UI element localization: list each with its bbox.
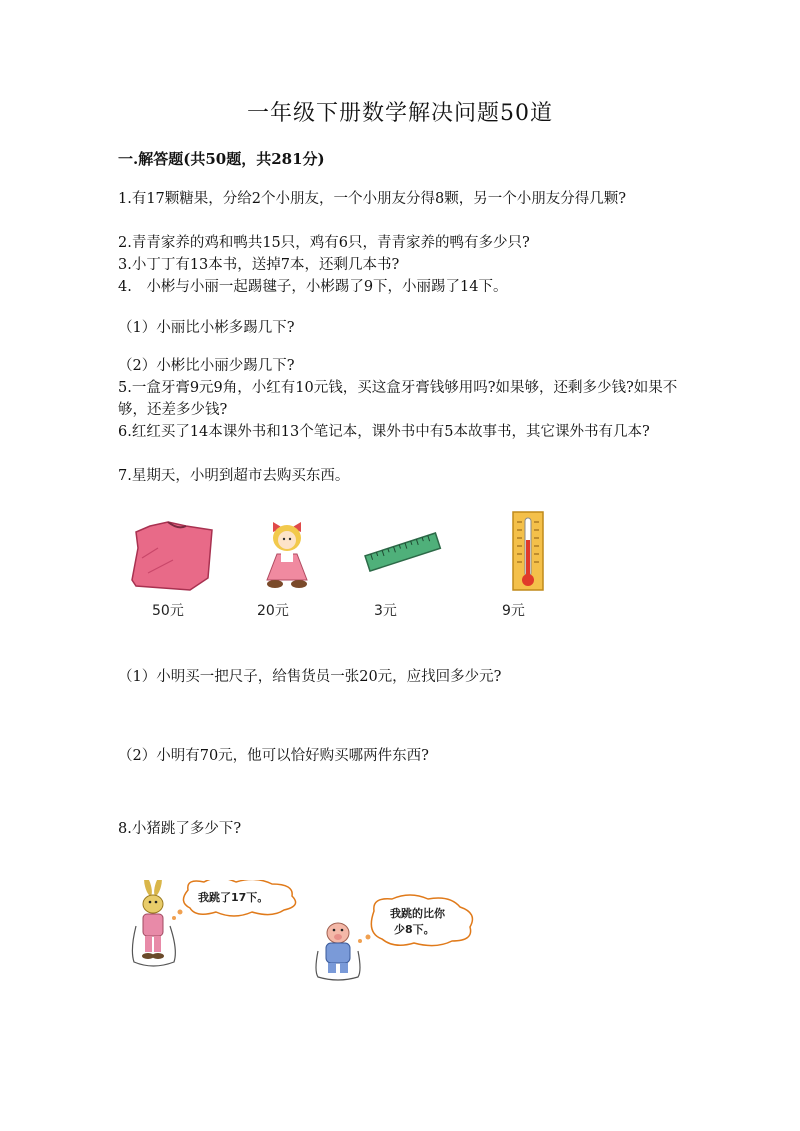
- question-7-part-2: （2）小明有70元，他可以恰好购买哪两件东西?: [118, 748, 429, 764]
- shirt-price: 50元: [152, 603, 184, 619]
- section-heading: 一.解答题(共50题，共281分): [118, 150, 325, 168]
- question-8: 8.小猪跳了多少下?: [118, 821, 242, 837]
- rabbit-speech-text: 我跳了17下。: [198, 891, 269, 904]
- question-2: 2.青青家养的鸡和鸭共15只，鸡有6只，青青家养的鸭有多少只?: [118, 235, 530, 251]
- doll-price: 20元: [257, 603, 289, 619]
- doll-image: [255, 514, 319, 598]
- shirt-image: [128, 518, 218, 597]
- question-7: 7.星期天，小明到超市去购买东西。: [118, 468, 350, 484]
- question-6: 6.红红买了14本课外书和13个笔记本，课外书中有5本故事书，其它课外书有几本?: [118, 424, 650, 440]
- question-1: 1.有17颗糖果，分给2个小朋友，一个小朋友分得8颗，另一个小朋友分得几颗?: [118, 191, 627, 207]
- ruler-image: [362, 528, 444, 582]
- thermometer-price: 9元: [502, 603, 525, 619]
- page-title: 一年级下册数学解决问题50道: [247, 101, 553, 126]
- question-4-part-2: （2）小彬比小丽少踢几下?: [118, 358, 295, 374]
- question-4: 4. 小彬与小丽一起踢毽子，小彬踢了9下，小丽踢了14下。: [118, 279, 508, 295]
- question-7-part-1: （1）小明买一把尺子，给售货员一张20元，应找回多少元?: [118, 669, 502, 685]
- pig-speech-line-2: 少8下。: [394, 923, 435, 936]
- question-3: 3.小丁丁有13本书，送掉7本，还剩几本书?: [118, 257, 400, 273]
- question-4-part-1: （1）小丽比小彬多踢几下?: [118, 320, 295, 336]
- thermometer-image: [511, 510, 545, 596]
- question-5: 5.一盒牙膏9元9角，小红有10元钱，买这盒牙膏钱够用吗?如果够，还剩多少钱?如果不够，还差多少钱?: [118, 380, 678, 418]
- pig-speech-line-1: 我跳的比你: [390, 907, 445, 920]
- ruler-price: 3元: [374, 603, 397, 619]
- pig-jump-rope-image: [310, 893, 490, 987]
- rabbit-jump-rope-image: [126, 880, 306, 974]
